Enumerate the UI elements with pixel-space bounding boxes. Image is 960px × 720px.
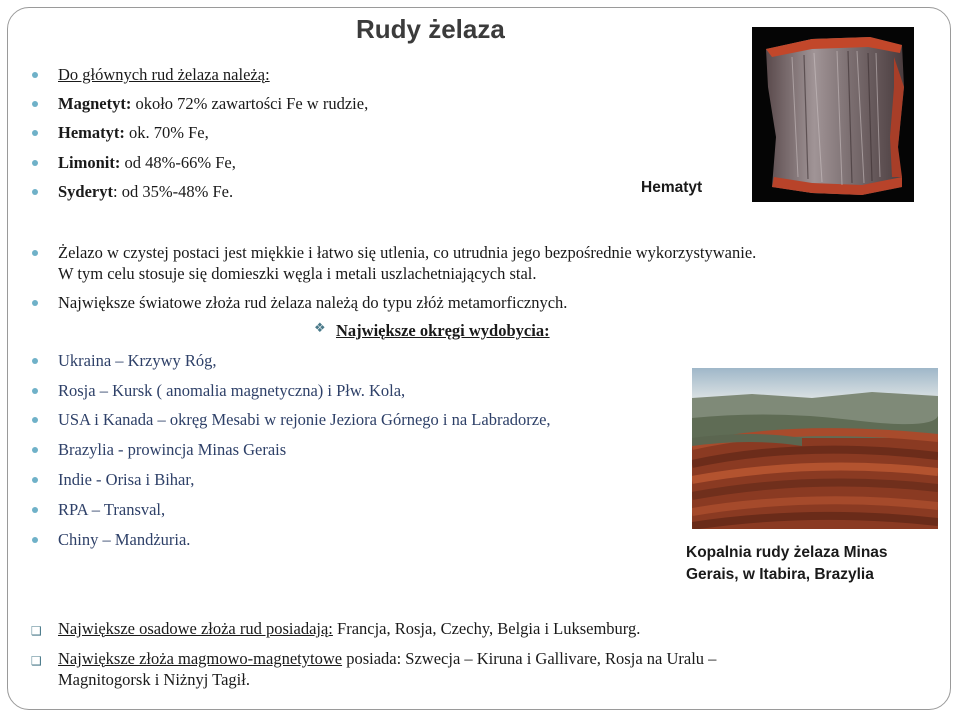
region-text: Ukraina – Krzywy Róg, [58, 351, 217, 370]
region-text: Brazylia - prowincja Minas Gerais [58, 440, 287, 459]
region-item [58, 409, 551, 430]
magmatic-label: Największe złoża magmowo-magnetytowe [58, 649, 343, 668]
ore-name: Magnetyt: [58, 94, 132, 113]
diamond-bullet-icon: ❖ [314, 321, 326, 336]
list-item-ore [58, 122, 209, 143]
intro-text: Do głównych rud żelaza należą: [58, 65, 270, 84]
regions-heading-text: Największe okręgi wydobycia: [336, 321, 550, 340]
list-item-intro [58, 64, 270, 85]
slide-title: Rudy żelaza [356, 14, 505, 44]
magmatic-text: posiada: Szwecja – Kiruna i Gallivare, Rosja na Uralu – [342, 649, 717, 668]
magmatic-text-line2: Magnitogorsk i Niżnyj Tagił. [58, 670, 250, 689]
bullet-icon [32, 160, 38, 166]
bullet-icon [32, 250, 38, 256]
paragraph-line: Żelazo w czystej postaci jest miękkie i łatwo się utlenia, co utrudnia jego bezpośrednie wykorzystywanie. [58, 243, 757, 262]
bullet-icon [32, 388, 38, 394]
checkbox-bullet-icon: ❑ [31, 624, 42, 638]
bullet-icon [32, 358, 38, 364]
hematite-photo [752, 27, 914, 202]
ore-text: około 72% zawartości Fe w rudzie, [131, 94, 369, 113]
paragraph-text: Największe światowe złoża rud żelaza należą do typu złóż metamorficznych. [58, 293, 568, 312]
ore-name: Syderyt [58, 182, 113, 201]
region-text: USA i Kanada – okręg Mesabi w rejonie Jeziora Górnego i na Labradorze, [58, 410, 551, 429]
bullet-icon [32, 507, 38, 513]
ore-name: Hematyt: [58, 123, 125, 142]
bullet-icon [32, 537, 38, 543]
mine-caption-line: Kopalnia rudy żelaza Minas [686, 544, 888, 561]
paragraph-deposits [58, 292, 567, 313]
paragraph-iron [58, 242, 756, 284]
ore-text: od 48%-66% Fe, [120, 153, 236, 172]
sedimentary-deposits-item [31, 618, 641, 639]
hematite-caption: Hematyt [641, 179, 703, 196]
regions-heading [314, 321, 550, 341]
region-item [58, 469, 194, 490]
bullet-icon [32, 130, 38, 136]
sedimentary-label: Największe osadowe złoża rud posiadają: [58, 619, 333, 638]
sedimentary-text: Francja, Rosja, Czechy, Belgia i Luksemburg. [332, 619, 641, 638]
bullet-icon [32, 300, 38, 306]
region-item [58, 350, 217, 371]
mine-caption [686, 542, 888, 586]
region-text: RPA – Transval, [58, 500, 166, 519]
mine-caption-line: Gerais, w Itabira, Brazylia [686, 566, 874, 583]
magmatic-deposits-item [31, 648, 717, 690]
list-item-ore [58, 93, 368, 114]
bullet-icon [32, 101, 38, 107]
ore-name: Limonit: [58, 153, 121, 172]
bullet-icon [32, 447, 38, 453]
mine-photo [692, 368, 938, 529]
bullet-icon [32, 72, 38, 78]
checkbox-bullet-icon: ❑ [31, 654, 42, 668]
bullet-icon [32, 477, 38, 483]
paragraph-line: W tym celu stosuje się domieszki węgla i metali uszlachetniających stal. [58, 264, 537, 283]
list-item-ore [58, 181, 233, 202]
region-item [58, 529, 190, 550]
region-item [58, 439, 286, 460]
list-item-ore [58, 152, 236, 173]
region-text: Indie - Orisa i Bihar, [58, 470, 195, 489]
region-item [58, 380, 405, 401]
ore-text: : od 35%-48% Fe. [113, 182, 234, 201]
bullet-icon [32, 417, 38, 423]
region-item [58, 499, 165, 520]
region-text: Chiny – Mandżuria. [58, 530, 191, 549]
region-text: Rosja – Kursk ( anomalia magnetyczna) i Płw. Kola, [58, 381, 406, 400]
bullet-icon [32, 189, 38, 195]
ore-text: ok. 70% Fe, [124, 123, 209, 142]
